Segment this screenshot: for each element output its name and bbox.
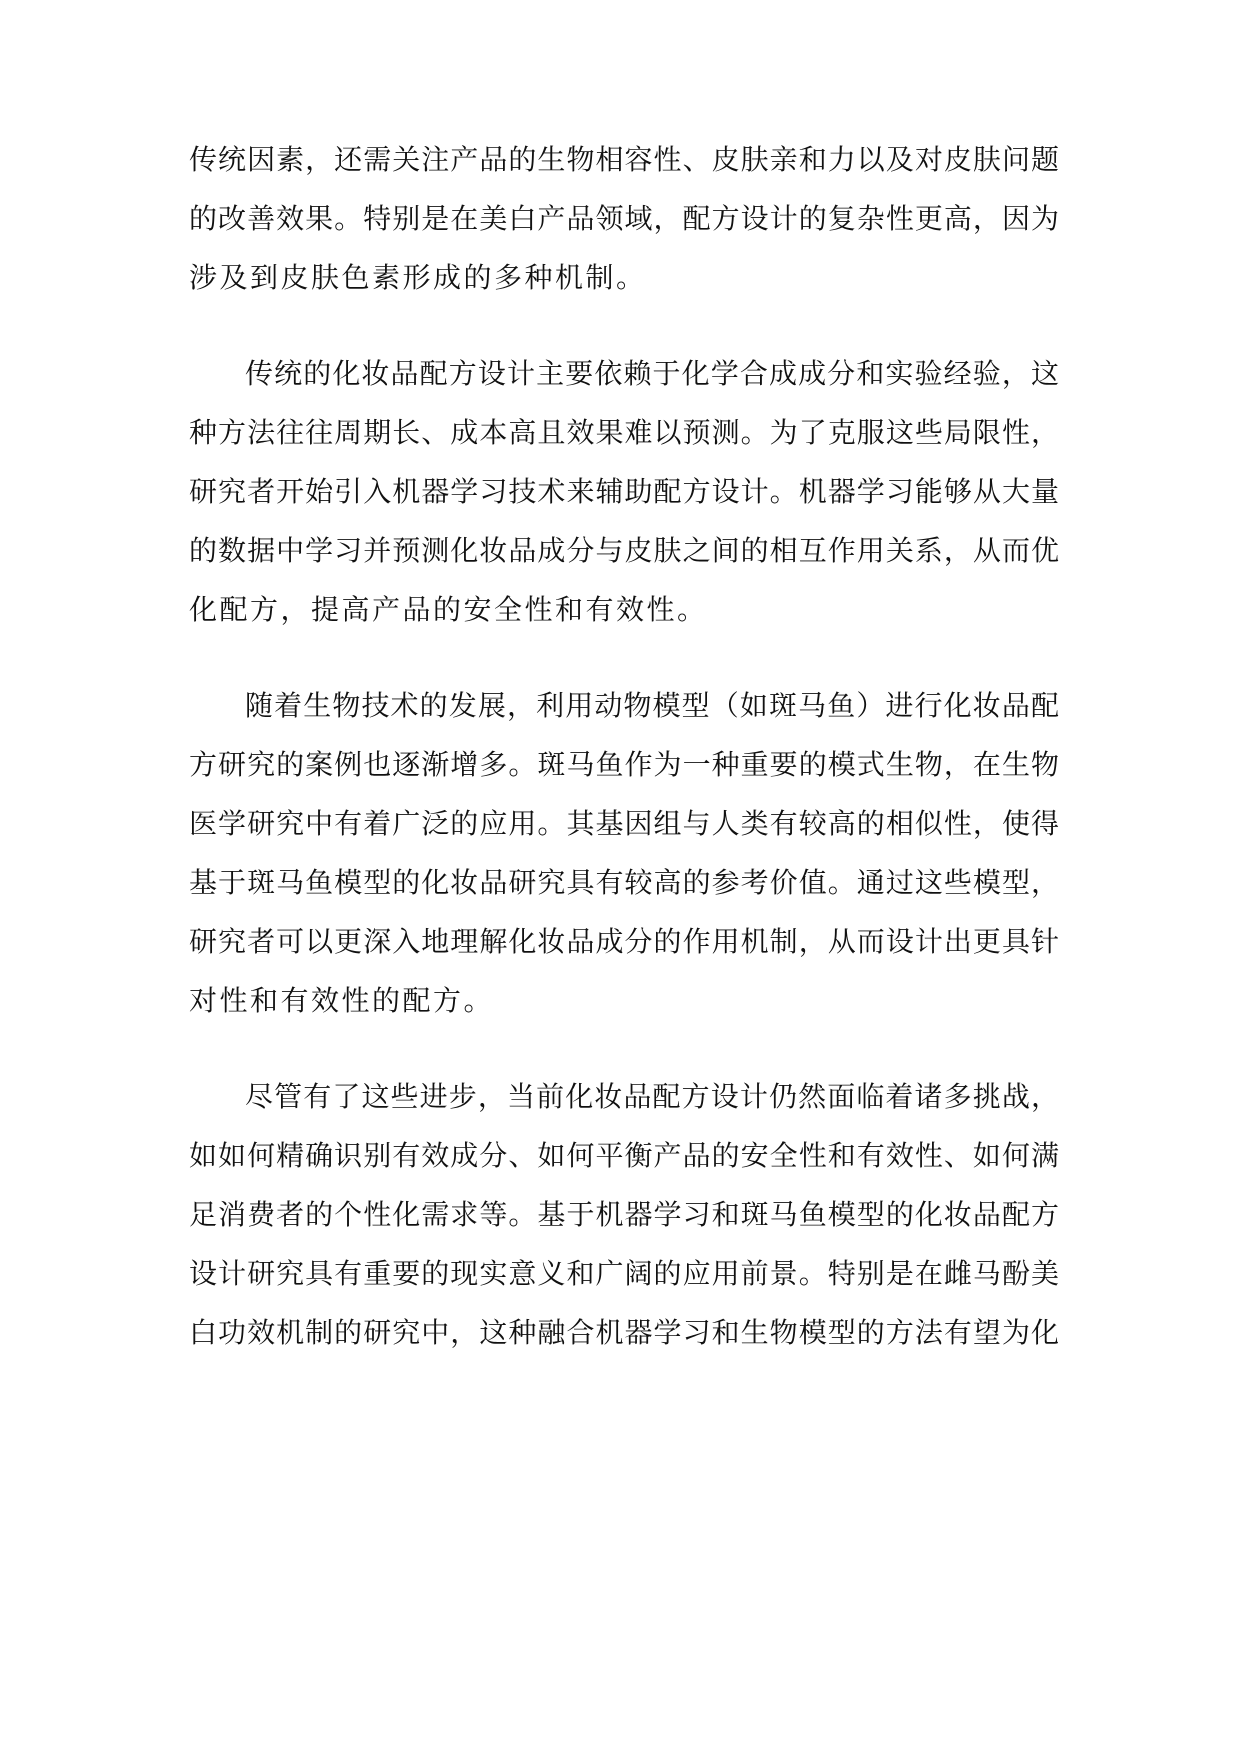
text-line: 方研究的案例也逐渐增多。斑马鱼作为一种重要的模式生物，在生物: [189, 748, 1059, 781]
text-line: 随着生物技术的发展，利用动物模型（如斑马鱼）进行化妆品配: [245, 689, 1059, 722]
paragraph-4: [189, 1067, 1059, 1362]
paragraph-2: [189, 344, 1059, 639]
text-line: 基于斑马鱼模型的化妆品研究具有较高的参考价值。通过这些模型，: [189, 866, 1059, 899]
text-line: 设计研究具有重要的现实意义和广阔的应用前景。特别是在雌马酚美: [189, 1257, 1059, 1290]
paragraph-3: [189, 676, 1059, 1030]
text-line: 的改善效果。特别是在美白产品领域，配方设计的复杂性更高，因为: [189, 202, 1059, 235]
text-line: 医学研究中有着广泛的应用。其基因组与人类有较高的相似性，使得: [189, 807, 1059, 840]
paragraph-gap: [189, 307, 1059, 344]
paragraph-1: [189, 130, 1059, 307]
text-line: 研究者开始引入机器学习技术来辅助配方设计。机器学习能够从大量: [189, 475, 1059, 508]
text-line: 的数据中学习并预测化妆品成分与皮肤之间的相互作用关系，从而优: [189, 534, 1059, 567]
text-line: 尽管有了这些进步，当前化妆品配方设计仍然面临着诸多挑战，: [245, 1080, 1059, 1113]
text-line: 传统因素，还需关注产品的生物相容性、皮肤亲和力以及对皮肤问题: [189, 143, 1059, 176]
text-line: 如如何精确识别有效成分、如何平衡产品的安全性和有效性、如何满: [189, 1139, 1059, 1172]
paragraph-gap: [189, 1030, 1059, 1067]
text-line: 足消费者的个性化需求等。基于机器学习和斑马鱼模型的化妆品配方: [189, 1198, 1059, 1231]
text-line: 白功效机制的研究中，这种融合机器学习和生物模型的方法有望为化: [189, 1316, 1059, 1349]
text-line: 研究者可以更深入地理解化妆品成分的作用机制，从而设计出更具针: [189, 925, 1059, 958]
text-line: 对性和有效性的配方。: [189, 984, 495, 1017]
text-line: 种方法往往周期长、成本高且效果难以预测。为了克服这些局限性，: [189, 416, 1059, 449]
text-line: 传统的化妆品配方设计主要依赖于化学合成成分和实验经验，这: [245, 357, 1059, 390]
text-line: 涉及到皮肤色素形成的多种机制。: [189, 261, 647, 294]
body-text: [189, 130, 1059, 1362]
paragraph-gap: [189, 639, 1059, 676]
text-line: 化配方，提高产品的安全性和有效性。: [189, 593, 708, 626]
